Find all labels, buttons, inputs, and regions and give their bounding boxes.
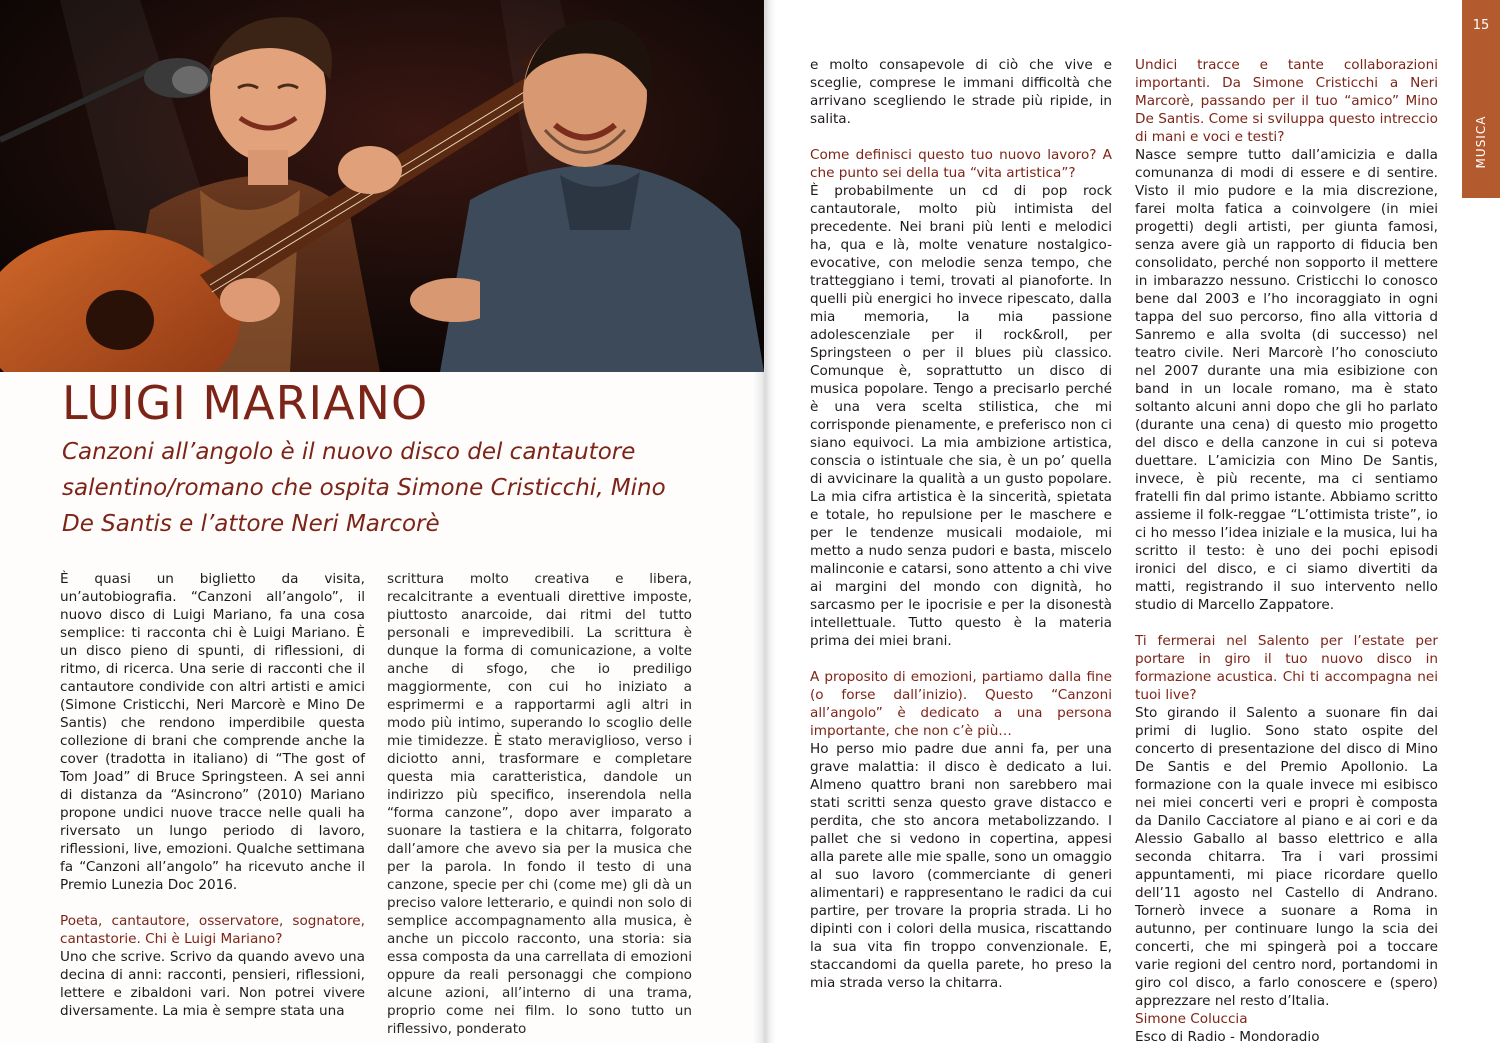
author-byline: Simone Coluccia xyxy=(1135,1011,1248,1027)
section-tab xyxy=(1462,0,1500,198)
text-column-1 xyxy=(60,570,365,1020)
article-subtitle: Canzoni all’angolo è il nuovo disco del cantautore salentino/romano che ospita Simone Cristicchi, Mino De Santis e l’attore Neri Marcorè xyxy=(62,439,666,537)
section-label: MUSICA xyxy=(1474,115,1488,169)
question-3: A proposito di emozioni, partiamo dalla fine (o forse dall’inizio). Questo “Canzoni all’angolo” è dedicato a una persona importante, che non c’è più… xyxy=(810,669,1112,739)
intro-paragraph: È quasi un biglietto da visita, un’autobiografia. “Canzoni all’angolo”, il nuovo disco di Luigi Mariano, fa una cosa semplice: ti racconta chi è Luigi Mariano. È un disco pieno di spunti, di riflessioni, di ritmo, di ricerca. Una serie di racconti che il cantautore condivide con altri artisti e amici (Simone Cristicchi, Neri Marcorè e Mino De Santis) che rendono imperdibile questa collezione di brani che comprende anche la cover (tradotta in italiano) di “The gost of Tom Joad” di Bruce Springsteen. A sei anni di distanza da “Asincrono” (2010) Mariano propone undici nuove tracce nelle quali ha riversato un lungo periodo di lavoro, riflessioni, live, emozioni. Qualche settimana fa “Canzoni all’angolo” ha ricevuto anche il Premio Lunezia Doc 2016. xyxy=(60,571,365,893)
paragraph-gap xyxy=(810,650,1112,668)
article-title: LUIGI MARIANO xyxy=(62,376,429,430)
question-2: Come definisci questo tuo nuovo lavoro? A che punto sei della tua “vita artistica”? xyxy=(810,147,1112,181)
answer-2: È probabilmente un cd di pop rock cantautorale, molto più intimista del precedente. Nei brani più lenti e melodici ha, qua e là, molte venature nostalgico-evocative, con melodie senza tempo, che tratteggiano i temi, trovati al pianoforte. In quelli più energici ho invece ripescato, dalla mia memoria, la mia passione adolescenziale per il rock&roll, per Springsteen o per il blues più classico. Comunque è, soprattutto un disco di musica popolare. Tengo a precisarlo perché è una vera scelta stilistica, che mi corrisponde pienamente, e preferisco non ci siano equivoci. La mia ambizione artistica, conscia o istintuale che sia, è un po’ quella di avvicinare la qualità a un gusto popolare. La mia cifra artistica è la sincerità, spietata e totale, ho repulsione per le maschere e per le tendenze musicali modaiole, mi metto a nudo senza pudori e basta, miscelo malinconie e catarsi, sono attento a chi vive ai margini del mondo con dignità, ho sarcasmo per le ipocrisie e per la disonestà intellettuale. Tutto questo è la materia prima dei miei brani. xyxy=(810,183,1112,649)
paragraph-gap xyxy=(810,128,1112,146)
page-number: 15 xyxy=(1472,18,1490,33)
answer-1-part-1: Uno che scrive. Scrivo da quando avevo una decina di anni: racconti, pensieri, riflessioni, lettere e zibaldoni vari. Non potrei vivere diversamente. La mia è sempre stata una xyxy=(60,949,365,1019)
question-1: Poeta, cantautore, osservatore, sognatore, cantastorie. Chi è Luigi Mariano? xyxy=(60,913,365,947)
answer-5: Sto girando il Salento a suonare fin dai primi di luglio. Sono stato ospite del concerto di presentazione del disco di Mino De Santis e del Premio Apollonio. La formazione con la quale invece mi esibisco nei miei concerti veri e propri è composta da Danilo Cacciatore al piano e ai cori e da Alessio Gaballo al basso elettrico e alla seconda chitarra. Tra i vari prossimi appuntamenti, mi piace ricordare quello dell’11 agosto nel Castello di Andrano. Tornerò invece a suonare a Roma in autunno, per continuare lungo la scia dei concerti, che mi spingerà poi a toccare varie regioni del centro nord, portandomi in giro col disco, a farlo conoscere e (spero) apprezzare nel resto d’Italia. xyxy=(1135,705,1438,1009)
question-5: Ti fermerai nel Salento per l’estate per portare in giro il tuo nuovo disco in formazione acustica. Chi ti accompagna nei tuoi live? xyxy=(1135,633,1438,703)
question-4: Undici tracce e tante collaborazioni importanti. Da Simone Cristicchi a Neri Marcorè, passando per il tuo “amico” Mino De Santis. Come si sviluppa questo intreccio di mani e voci e testi? xyxy=(1135,57,1438,145)
answer-1-part-3: e molto consapevole di ciò che vive e sceglie, comprese le immani difficoltà che arrivano scegliendo le strade più ripide, in salita. xyxy=(810,57,1112,127)
answer-1-part-2: scrittura molto creativa e libera, recalcitrante a eventuali direttive imposte, piuttosto anarcoide, dai ritmi del tutto personali e imprevedibili. La scrittura è dunque la forma di comunicazione, a volte anche di sfogo, che io prediligo maggiormente, con cui ho iniziato a esprimermi e a rapportarmi agli altri in modo più intimo, superando lo scoglio delle mie timidezze. È stato meraviglioso, verso i diciotto anni, trasformare e completare questa mia caratteristica, dandole un indirizzo più specifico, inserendola nella “forma canzone”, dopo aver imparato a suonare la tastiera e la chitarra, folgorato dall’amore che avevo sia per la musica che per la parola. In fondo il testo di una canzone, specie per chi (come me) gli dà un preciso valore letterario, e quindi non solo di semplice accompagnamento alla musica, è anche un piccolo racconto, una storia: sia essa composta da una carrellata di emozioni oppure da reali personaggi che compiono alcune azioni, all’interno di una trama, proprio come nei film. Io sono tutto un riflessivo, ponderato xyxy=(387,571,692,1037)
paragraph-gap xyxy=(1135,614,1438,632)
paragraph-gap xyxy=(60,894,365,912)
source-line: Esco di Radio - Mondoradio xyxy=(1135,1029,1320,1045)
text-column-4 xyxy=(1135,56,1438,1046)
text-column-3 xyxy=(810,56,1112,992)
concert-photo xyxy=(0,0,764,372)
text-column-2 xyxy=(387,570,692,1038)
answer-3: Ho perso mio padre due anni fa, per una grave malattia: il disco è dedicato a lui. Almeno quattro brani non sarebbero mai stati scritti senza questo grave distacco e perdita, che sto ancora metabolizzando. I pallet che si vedono in copertina, appesi alla parete alle mie spalle, sono un omaggio al suo lavoro (commerciante di generi alimentari) e rappresentano le radici da cui partire, per trovare la propria strada. Li ho dipinti con i colori della musica, riscattando la sua vita fin troppo convenzionale. E, staccandomi da quella parete, ho preso la mia strada verso la chitarra. xyxy=(810,741,1112,991)
concert-photo-illustration xyxy=(0,0,764,372)
answer-4: Nasce sempre tutto dall’amicizia e dalla comunanza di modi di essere e di sentire. Visto il mio pudore e la mia discrezione, farei molta fatica a coinvolgere (in miei progetti) degli artisti, per giunta famosi, senza avere già un rapporto di fiducia ben consolidato, perché non sopporto il mettere in imbarazzo nessuno. Cristicchi lo conosco bene dal 2003 e l’ho incoraggiato in ogni tappa del suo percorso, fino alla vittoria d Sanremo e alla svolta (di successo) nel teatro civile. Neri Marcorè l’ho conosciuto nel 2007 durante una mia esibizione con band in un locale romano, ma è stato soltanto alcuni anni dopo che gli ho parlato (durante una cena) di questo mio progetto del disco e della canzone in cui si poteva duettare. L’amicizia con Mino De Santis, invece, è più recente, ma ci sentiamo fratelli fin dal primo istante. Abbiamo scritto assieme il folk-reggae “L’ottimista triste”, io ci ho messo l’idea iniziale e la musica, lui ha scritto il testo: è uno dei pochi episodi ironici del disco, e ci siamo divertiti da matti, registrando il suo intervento nello studio di Marcello Zappatore. xyxy=(1135,147,1438,613)
